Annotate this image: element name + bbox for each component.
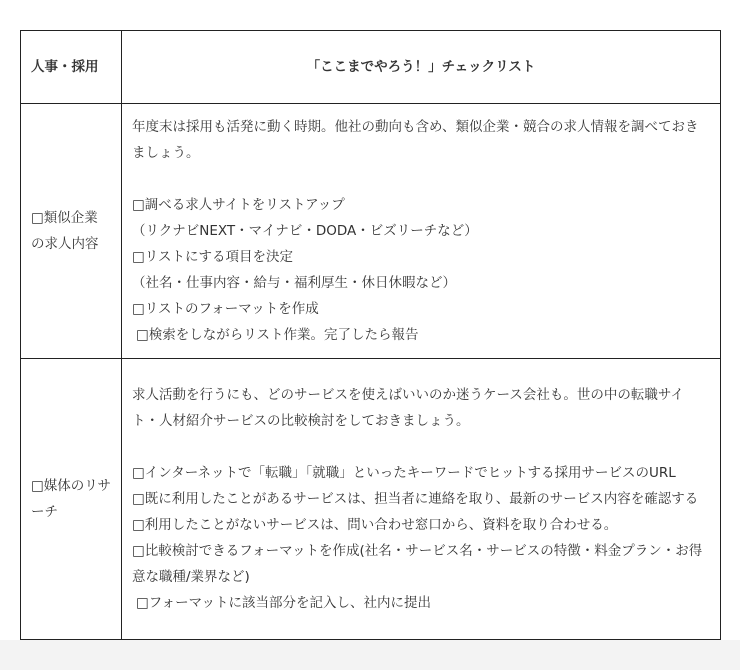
category-header: 人事・採用 [21,31,122,104]
checklist-title: 「ここまでやろう！」チェックリスト [122,31,721,104]
row-category: □類似企業の求人内容 [21,104,122,359]
list-item: □調べる求人サイトをリストアップ [132,197,345,213]
row-intro: 年度末は採用も活発に動く時期。他社の動向も含め、類似企業・競合の求人情報を調べておきましょう。 [132,119,699,161]
list-item: □リストのフォーマットを作成 [132,301,319,317]
list-item: □フォーマットに該当部分を記入し、社内に提出 [136,595,432,611]
row-intro: 求人活動を行うにも、どのサービスを使えばいいのか迷うケース会社も。世の中の転職サイト・人材紹介サービスの比較検討をしておきましょう。 [132,387,684,429]
list-item: □利用したことがないサービスは、問い合わせ窓口から、資料を取り合わせる。 [132,517,618,533]
list-item: □既に利用したことがあるサービスは、担当者に連絡を取り、最新のサービス内容を確認する [132,491,699,507]
list-item: （リクナビNEXT・マイナビ・DODA・ビズリーチなど） [132,223,478,239]
table-header-row [21,31,721,104]
list-item: □比較検討できるフォーマットを作成(社名・サービス名・サービスの特徴・料金プラン・お得意な職種/業界など) [132,543,703,585]
list-item: □リストにする項目を決定 [132,249,293,265]
table-row [21,104,721,359]
row-content [122,104,721,359]
row-category: □媒体のリサーチ [21,359,122,640]
table-row [21,359,721,640]
spacer [132,166,710,192]
list-item: □検索をしながらリスト作業。完了したら報告 [136,327,419,343]
list-item: （社名・仕事内容・給与・福利厚生・休日休暇など） [132,275,456,291]
checklist-table [20,30,721,640]
list-item: □インターネットで「転職」「就職」といったキーワードでヒットする採用サービスのURL [132,465,676,481]
spacer [132,434,710,460]
row-content [122,359,721,640]
